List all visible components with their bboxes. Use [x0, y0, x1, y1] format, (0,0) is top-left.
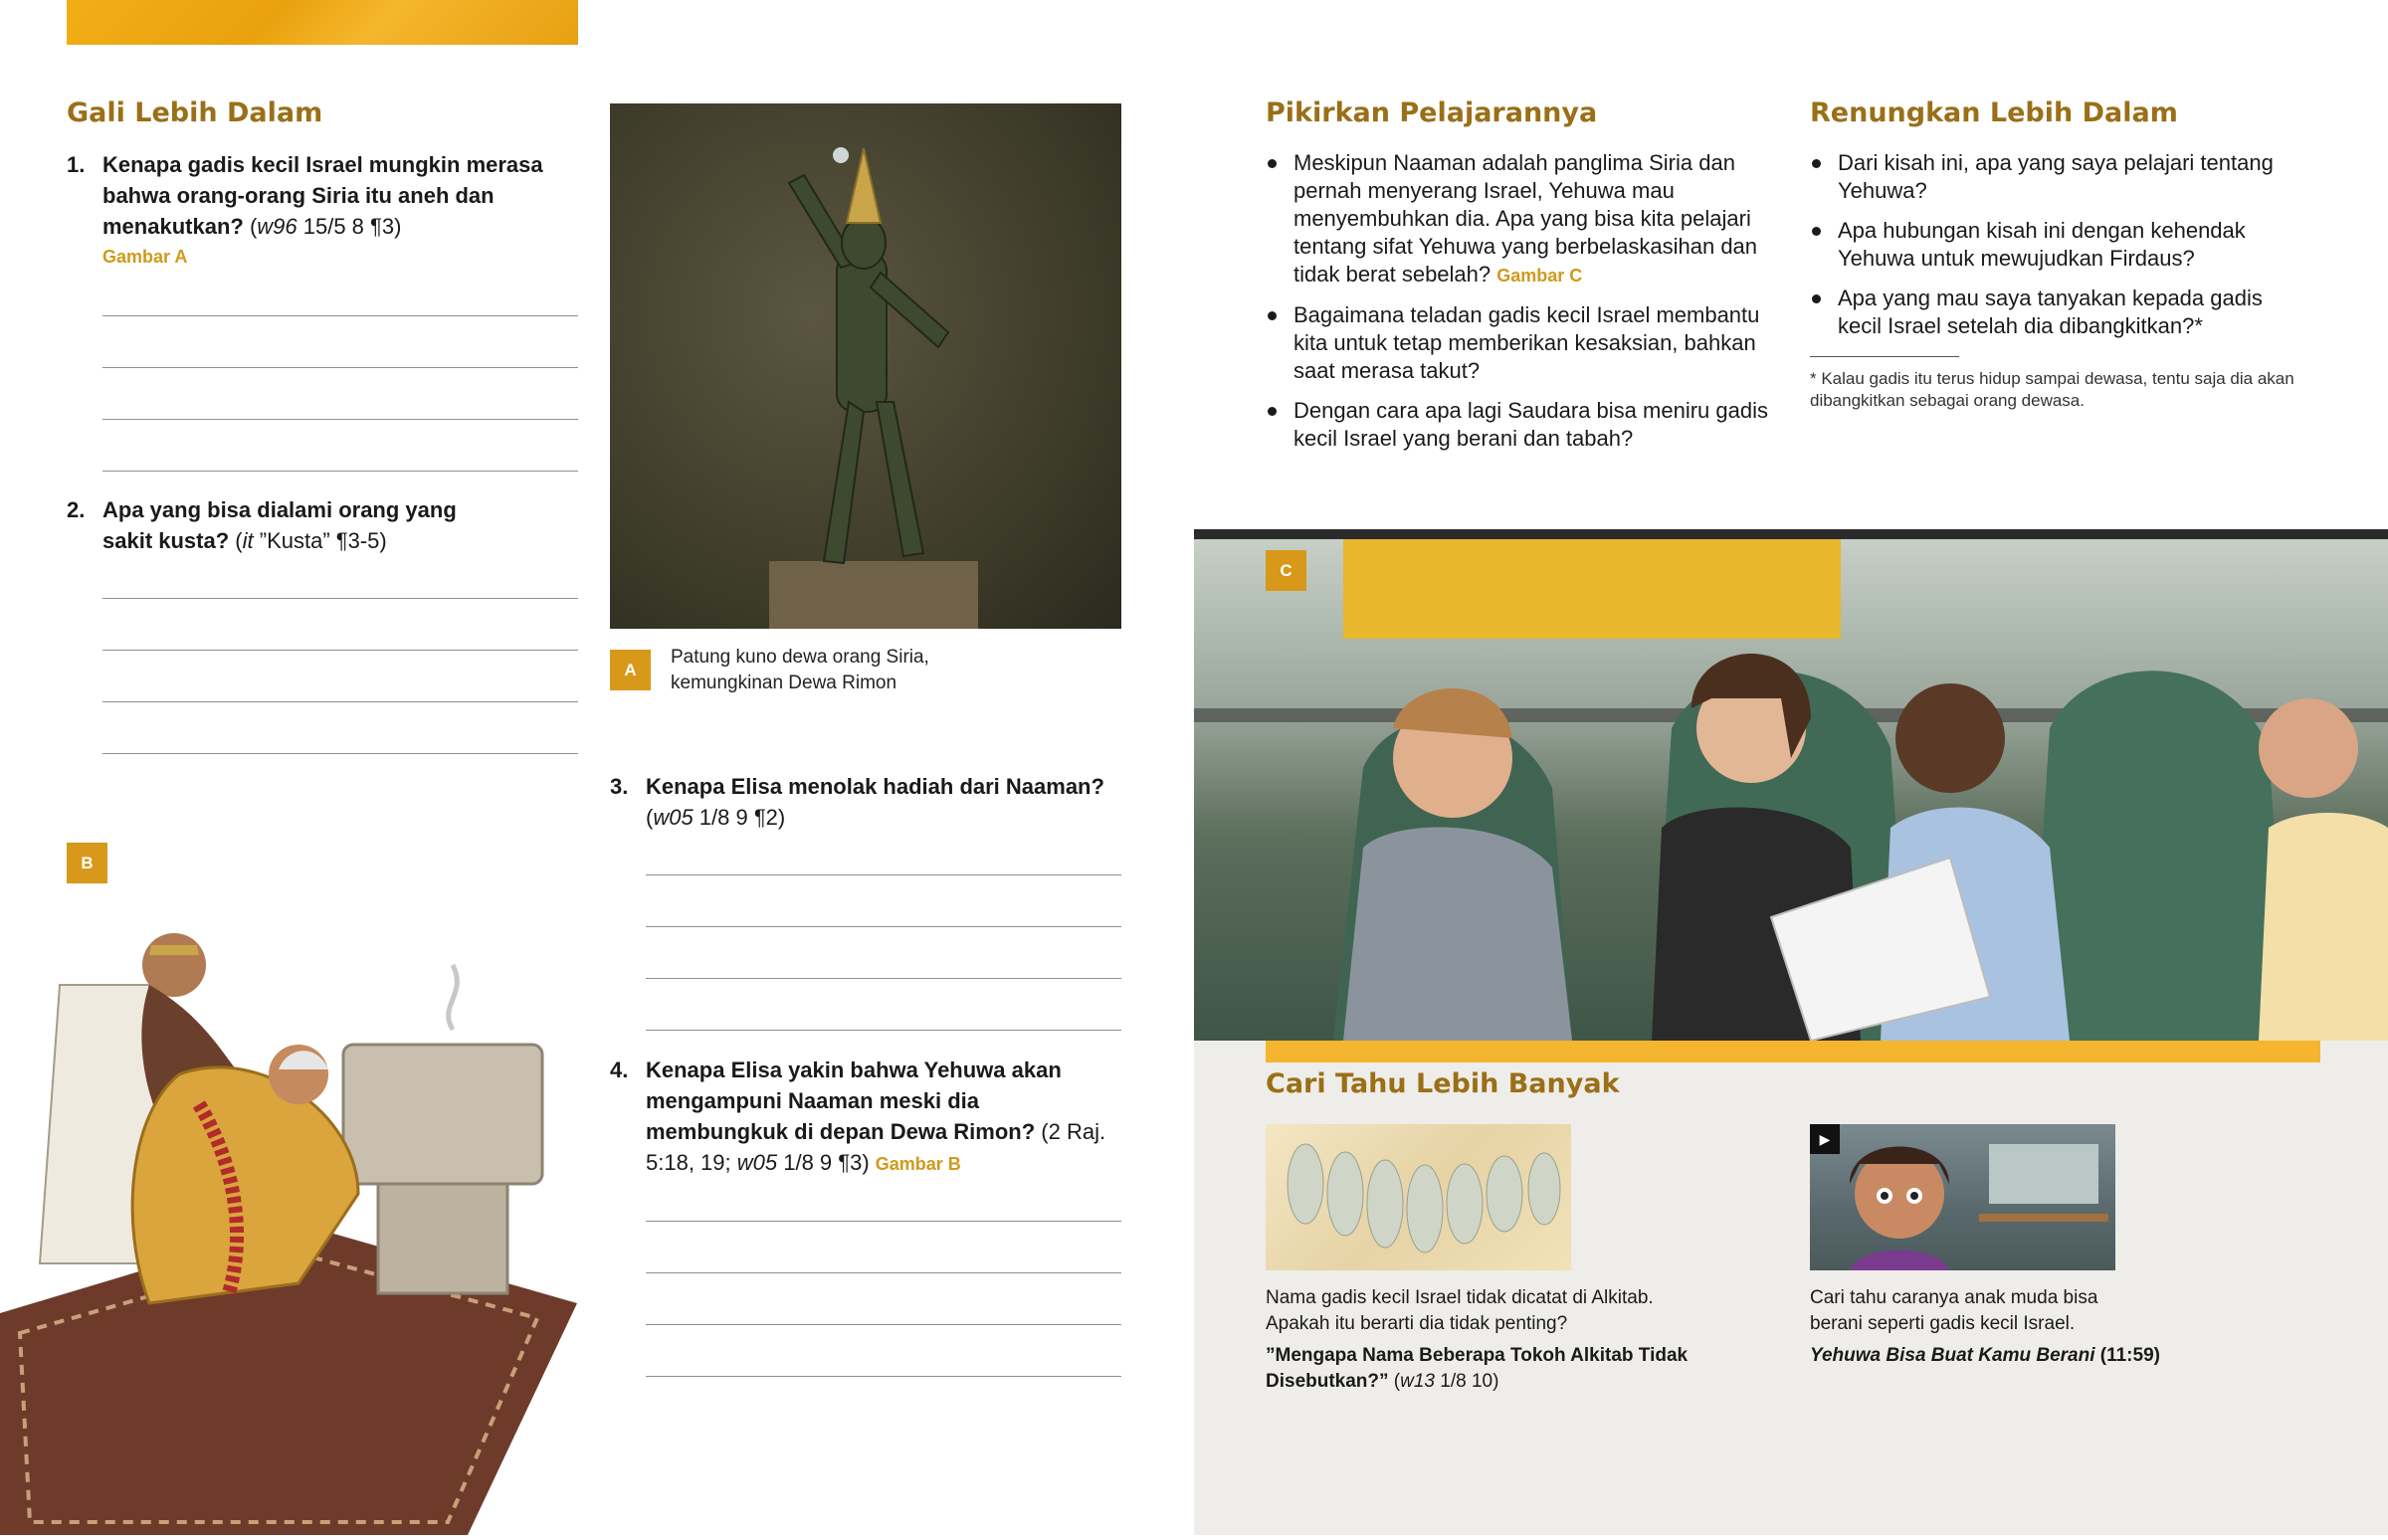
figure-tag: Gambar C [1496, 266, 1583, 286]
reference-italic: w05 [653, 805, 694, 830]
reference-rest: 1/8 9 ¶3) [777, 1150, 870, 1175]
video-duration: (11:59) [2099, 1345, 2160, 1366]
answer-lines-2[interactable] [102, 547, 578, 754]
meditation-list [1810, 149, 2307, 352]
video-title[interactable] [1810, 1343, 2238, 1369]
play-icon[interactable]: ▶ [1810, 1124, 1840, 1154]
answer-lines-3[interactable] [646, 824, 1121, 1031]
school-bus-photo [1194, 529, 2388, 1041]
article-title[interactable]: ”Mengapa Nama Beberapa Tokoh Alkitab Tidak Disebutkan?” (w13 1/8 10) [1266, 1345, 1689, 1392]
reference-italic: w96 [257, 214, 298, 239]
question-number: 3. [610, 774, 629, 799]
answer-lines-1[interactable] [102, 265, 578, 472]
question-number: 2. [67, 497, 86, 522]
figure-tag: Gambar A [102, 247, 188, 267]
video-thumbnail[interactable] [1810, 1124, 2115, 1270]
reflection-text: Dengan cara apa lagi Saudara bisa meniru gadis kecil Israel yang berani dan tabah? [1294, 398, 1768, 451]
article-thumbnail[interactable] [1266, 1124, 1571, 1270]
reference-rest: 15/5 8 ¶3) [297, 214, 402, 239]
figure-c-badge: C [1266, 550, 1306, 591]
meditation-text: Apa yang mau saya tanyakan kepada gadis kecil Israel setelah dia dibangkitkan?* [1838, 286, 2263, 338]
section-heading-pikirkan: Pikirkan Pelajarannya [1266, 97, 1598, 128]
answer-lines-4[interactable] [646, 1170, 1121, 1377]
meditation-item [1810, 217, 2307, 273]
video-title-text[interactable]: Yehuwa Bisa Buat Kamu Berani [1810, 1345, 2095, 1366]
footnote: * Kalau gadis itu terus hidup sampai dewasa, tentu saja dia akan dibangkitkan sebagai orang dewasa. [1810, 369, 2294, 410]
section-heading-renungkan: Renungkan Lebih Dalam [1810, 97, 2178, 128]
section-heading-gali: Gali Lebih Dalam [67, 97, 323, 128]
reference-italic: w05 [736, 1150, 778, 1175]
reference-rest: 1/8 9 ¶2) [693, 805, 786, 830]
reflection-text: Meskipun Naaman adalah panglima Siria dan pernah menyerang Israel, Yehuwa mau menyembuhkan dia. Apa yang bisa kita pelajari tentang sifat Yehuwa yang berbelaskasihan dan tidak berat sebelah? [1294, 150, 1758, 287]
question-3: 3. Kenapa Elisa menolak hadiah dari Naaman? (w05 1/8 9 ¶2) [610, 771, 1127, 833]
more-panel-accent-bar [1266, 1041, 2320, 1062]
question-text: Apa yang bisa dialami orang yang sakit kusta? [102, 497, 457, 553]
article-title-text[interactable]: ”Mengapa Nama Beberapa Tokoh Alkitab Tidak Disebutkan?” [1266, 1345, 1689, 1392]
question-2: 2. Apa yang bisa dialami orang yang sakit kusta? (it ”Kusta” ¶3-5) [67, 494, 584, 556]
figure-b-badge: B [67, 843, 107, 883]
reference-italic: it [242, 528, 254, 553]
meditation-text: Dari kisah ini, apa yang saya pelajari tentang Yehuwa? [1838, 150, 2274, 203]
reflection-text: Bagaimana teladan gadis kecil Israel membantu kita untuk tetap memberikan kesaksian, bahkan saat merasa takut? [1294, 302, 1760, 383]
question-4 [610, 1055, 1127, 1180]
statue-figure-icon [610, 103, 1121, 629]
reflection-item [1266, 149, 1783, 289]
meditation-item [1810, 285, 2307, 340]
reflection-item [1266, 301, 1783, 385]
top-decor-strip [67, 0, 578, 45]
footnote-divider [1810, 356, 1959, 357]
statue-photo [610, 103, 1121, 629]
naaman-bowing-illustration [0, 925, 577, 1535]
reflection-list [1266, 149, 1783, 465]
question-text: Kenapa Elisa yakin bahwa Yehuwa akan mengampuni Naaman meski dia membungkuk di depan Dewa Rimon? [646, 1058, 1062, 1144]
figure-tag: Gambar B [875, 1154, 961, 1174]
question-number: 4. [610, 1058, 629, 1082]
question-number: 1. [67, 152, 86, 177]
article-description: Nama gadis kecil Israel tidak dicatat di Alkitab. Apakah itu berarti dia tidak penting? [1266, 1287, 1654, 1334]
meditation-text: Apa hubungan kisah ini dengan kehendak Yehuwa untuk mewujudkan Firdaus? [1838, 218, 2246, 271]
section-heading-cari: Cari Tahu Lebih Banyak [1266, 1068, 1620, 1099]
reference-rest: 1/8 10) [1435, 1371, 1499, 1392]
question-1: 1. Kenapa gadis kecil Israel mungkin merasa bahwa orang-orang Siria itu aneh dan menakutkan? (w96 15/5 8 ¶3) Gambar A [67, 149, 584, 273]
figure-a-badge: A [610, 650, 651, 690]
figure-a-caption: Patung kuno dewa orang Siria, kemungkinan Dewa Rimon [671, 647, 929, 693]
meditation-item [1810, 149, 2307, 205]
reflection-item [1266, 397, 1783, 453]
reference-italic: w13 [1400, 1371, 1435, 1392]
reference-pre: (2 Raj. 5:18, 19; [646, 1119, 1106, 1175]
question-text: Kenapa Elisa menolak hadiah dari Naaman? [646, 774, 1104, 799]
reference-rest: ”Kusta” ¶3-5) [253, 528, 387, 553]
question-text: Kenapa gadis kecil Israel mungkin merasa bahwa orang-orang Siria itu aneh dan menakutkan? [102, 152, 543, 239]
video-description: Cari tahu caranya anak muda bisa berani seperti gadis kecil Israel. [1810, 1287, 2098, 1334]
